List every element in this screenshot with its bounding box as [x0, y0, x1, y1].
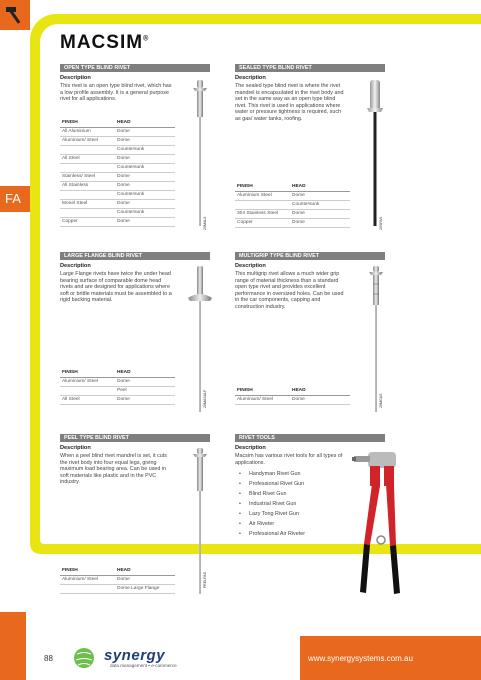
sealed-rivet-image [366, 78, 384, 228]
company-tagline: data management • e-commerce [110, 663, 177, 668]
finish-table-peel [60, 566, 175, 594]
list-item: • Air Riveter [235, 519, 385, 529]
section-description: Large Flange rivets have twice the under head bearing surface of comparable dome head rivets and are designed for applications where soft or brittle materials must be assembled to a rigid backing material. [60, 271, 172, 304]
section-sealed-type [235, 64, 385, 123]
table-row: All Steel Dome [60, 395, 175, 404]
section-subtitle: Description [60, 445, 91, 451]
globe-icon [72, 646, 96, 670]
table-row: Aluminium/ Steel Dome [60, 136, 175, 145]
section-title: OPEN TYPE BLIND RIVET [60, 64, 210, 72]
table-row: Aluminium Steel Dome [235, 191, 350, 200]
table-row: Aluminium/ Steel Dome [60, 377, 175, 386]
footer-accent-left [0, 612, 26, 680]
table-row: Monel Steel Dome [60, 199, 175, 208]
section-title: MULTIGRIP TYPE BLIND RIVET [235, 252, 385, 260]
section-description: This rivet is an open type blind rivet, which has a low profile assembly. It is a general purpose rivet for all applications. [60, 83, 172, 103]
list-item: • Handyman Rivet Gun [235, 469, 385, 479]
product-code: 20MGAS [379, 393, 383, 408]
list-item: • Lazy Tong Rivet Gun [235, 509, 385, 519]
finish-table-large [60, 368, 175, 405]
table-row: Aluminium/ Steel Dome [60, 575, 175, 584]
table-row: Dome Large Flange [60, 584, 175, 593]
list-item: • Professional Rivet Gun [235, 479, 385, 489]
section-description: The sealed type blind rivet is where the rivet mandrel is encapsulated in the rivet body and set in the same way as an open type blind rivet. This rivet is used in applications where water or pressure tightness is required, such as gas/ water tanks, roofing. [235, 83, 344, 122]
section-multigrip [235, 252, 385, 311]
section-description: Macsim has various rivet tools for all types of applications. [235, 453, 343, 466]
section-subtitle: Description [235, 75, 266, 81]
synergy-logo: synergy [104, 647, 166, 664]
section-title: RIVET TOOLS [235, 434, 385, 442]
col-head: HEAD [290, 182, 350, 191]
section-title: LARGE FLANGE BLIND RIVET [60, 252, 210, 260]
table-row: Copper Dome [235, 218, 350, 227]
hammer-icon [3, 3, 27, 27]
table-row: All Aluminium Dome [60, 127, 175, 136]
multigrip-rivet-image [368, 264, 384, 414]
finish-table-open [60, 118, 175, 227]
col-head: HEAD [115, 566, 175, 575]
table-row: All Stainless Dome [60, 181, 175, 190]
table-row: Stainless/ Steel Dome [60, 172, 175, 181]
col-finish: FINISH [235, 182, 290, 191]
product-code: 20SPAS [379, 216, 383, 230]
table-row: Countersunk [60, 145, 175, 154]
col-finish: FINISH [60, 118, 115, 127]
product-code: 20MAL6 [203, 216, 207, 230]
section-subtitle: Description [235, 445, 266, 451]
website-link[interactable]: www.synergysystems.com.au [308, 654, 413, 663]
large-flange-rivet-image [188, 264, 212, 414]
col-finish: FINISH [235, 386, 290, 395]
table-row: 304 Stainless Steel Dome [235, 209, 350, 218]
open-rivet-image [192, 78, 208, 228]
section-title: PEEL TYPE BLIND RIVET [60, 434, 210, 442]
macsim-logo: MACSIM® [60, 32, 150, 53]
rivet-gun-image [350, 448, 410, 596]
finish-table-sealed [235, 182, 350, 228]
list-item: • Professional Air Riveter [235, 529, 385, 539]
page-number: 88 [44, 654, 53, 663]
section-open-type [60, 64, 210, 103]
section-title: SEALED TYPE BLIND RIVET [235, 64, 385, 72]
table-row: All Steel Dome [60, 154, 175, 163]
table-row: Countersunk [60, 190, 175, 199]
list-item: • Industrial Rivet Gun [235, 499, 385, 509]
section-peel-type [60, 434, 210, 486]
section-subtitle: Description [60, 263, 91, 269]
table-row: Peel [60, 386, 175, 395]
section-description: When a peel blind rivet mandrel is set, it cuts the rivet body into four equal legs, giving maximum load bearing area. Can be used in soft materials like plastic and in the PVC industry. [60, 453, 167, 486]
col-finish: FINISH [60, 368, 115, 377]
table-row: Countersunk [60, 163, 175, 172]
section-side-tab: FA [0, 186, 30, 212]
product-code: PEELPAS [203, 571, 207, 588]
table-row: Aluminium/ Steel Dome [235, 395, 350, 404]
table-row: Countersunk [235, 200, 350, 209]
col-head: HEAD [115, 368, 175, 377]
col-head: HEAD [115, 118, 175, 127]
section-subtitle: Description [60, 75, 91, 81]
col-head: HEAD [290, 386, 350, 395]
product-code: 20MASALF [203, 389, 207, 408]
section-subtitle: Description [235, 263, 266, 269]
table-row: Countersunk [60, 208, 175, 217]
finish-table-multigrip [235, 386, 350, 405]
col-finish: FINISH [60, 566, 115, 575]
table-row: Copper Dome [60, 217, 175, 226]
list-item: • Blind Rivet Gun [235, 489, 385, 499]
section-description: This multigrip rivet allows a much wider grip range of material thickness than a standard open type rivet and provides excellent performance in oversized holes. Can be used in the car components, capping and construction industry. [235, 271, 344, 310]
